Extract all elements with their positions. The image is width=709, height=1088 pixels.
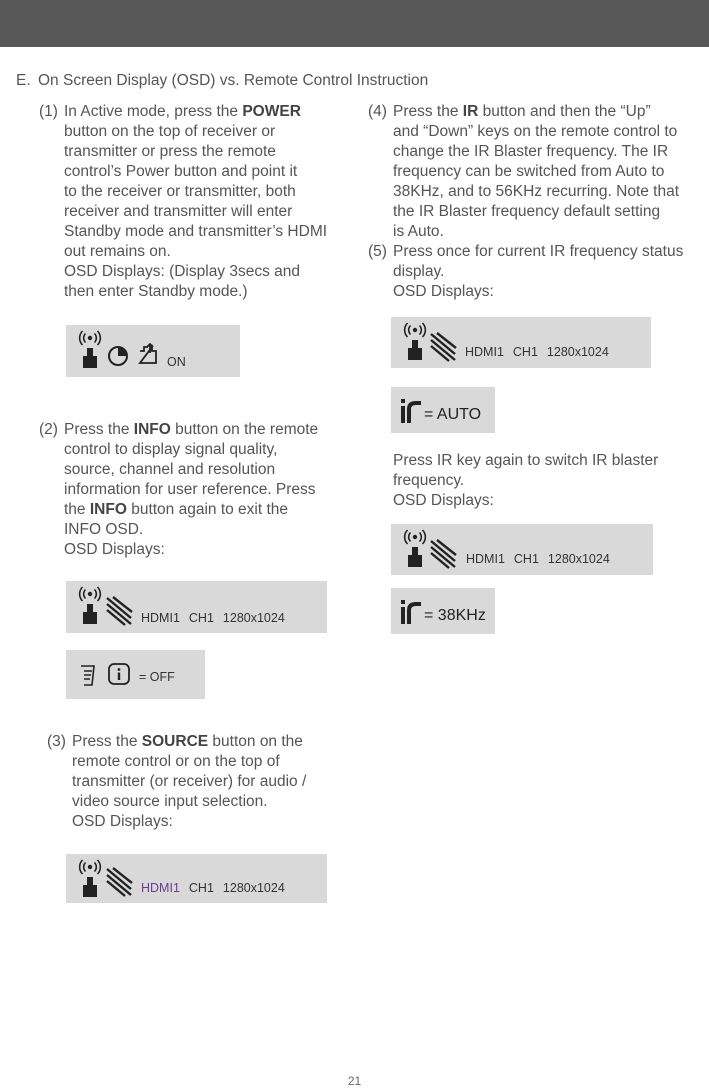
osd-ir-38khz-panel (391, 588, 495, 634)
osd-power-panel (66, 325, 240, 377)
text-line: then enter Standby mode.) (64, 283, 248, 300)
osd-channel: CH1 (188, 881, 214, 895)
osd-channel: CH1 (512, 345, 538, 359)
osd-source: HDMI1 (141, 611, 180, 625)
text-run: button on the (208, 733, 303, 750)
text-run: Press the (72, 733, 142, 750)
osd-source-panel (66, 854, 327, 903)
text-run: Press the (393, 103, 463, 120)
text-line: control’s Power button and point it (64, 163, 298, 180)
power-output-icon (138, 343, 158, 365)
item-text (64, 420, 318, 560)
item-number: (3) (47, 733, 66, 750)
text-run: button on the remote (170, 421, 319, 438)
text-line: the IR Blaster frequency default setting (393, 203, 661, 220)
text-line: and “Down” keys on the remote control to (393, 123, 678, 140)
item-number: (2) (39, 421, 58, 438)
osd-ir-status-panel (391, 317, 651, 368)
text-line: transmitter or press the remote (64, 143, 276, 160)
text-line: source, channel and resolution (64, 461, 276, 478)
text-line: Press once for current IR frequency status (393, 243, 684, 260)
osd-resolution: 1280x1024 (547, 552, 610, 566)
osd-ir-auto-panel (391, 387, 495, 433)
text-line: out remains on. (64, 243, 171, 260)
text-line: video source input selection. (72, 793, 268, 810)
section-letter: E. (16, 72, 31, 89)
osd-channel: CH1 (513, 552, 539, 566)
signal-strength-icon (105, 596, 133, 626)
item-text (72, 732, 306, 832)
text-run: button again to exit the (126, 501, 289, 518)
item-number: (4) (368, 103, 387, 120)
text-line: OSD Displays: (72, 813, 173, 830)
bold-keyword: SOURCE (141, 733, 209, 750)
signal-strength-icon (105, 867, 133, 897)
ir-blaster-icon (399, 598, 423, 626)
wireless-transmitter-icon (78, 585, 102, 627)
text-line: to the receiver or transmitter, both (64, 183, 296, 200)
text-line: transmitter (or receiver) for audio / (72, 773, 307, 790)
text-line: display. (393, 263, 445, 280)
osd-ir-status-panel-2 (391, 524, 653, 575)
wireless-transmitter-icon (78, 329, 102, 371)
item-text (393, 451, 658, 511)
text-line: control to display signal quality, (64, 441, 278, 458)
text-line: 38KHz, and to 56KHz recurring. Note that (393, 183, 680, 200)
wireless-transmitter-icon (403, 321, 427, 363)
signal-strength-icon (429, 332, 457, 362)
item-number: (5) (368, 243, 387, 260)
text-line: frequency. (393, 472, 465, 489)
bold-keyword: INFO (133, 421, 171, 438)
osd-resolution: 1280x1024 (222, 611, 285, 625)
osd-ir-38khz-label: = 38KHz (424, 607, 486, 624)
osd-resolution: 1280x1024 (222, 881, 285, 895)
bold-keyword: IR (462, 103, 479, 120)
wireless-transmitter-icon (78, 858, 102, 900)
osd-resolution: 1280x1024 (546, 345, 609, 359)
info-list-icon (79, 663, 97, 687)
osd-source-highlighted: HDMI1 (141, 881, 180, 895)
osd-source: HDMI1 (465, 345, 504, 359)
osd-status-line (466, 552, 619, 566)
page-number: 21 (347, 1074, 362, 1088)
section-title-text: On Screen Display (OSD) vs. Remote Control Instruction (38, 72, 429, 89)
text-line: OSD Displays: (393, 283, 494, 300)
text-line: OSD Displays: (Display 3secs and (64, 263, 301, 280)
osd-status-line (141, 881, 294, 895)
text-line: is Auto. (393, 223, 444, 240)
ir-blaster-icon (399, 397, 423, 425)
info-icon (107, 662, 131, 686)
osd-info-panel (66, 581, 327, 633)
osd-status-line (141, 611, 294, 625)
text-run: the (64, 501, 90, 518)
signal-strength-icon (429, 539, 457, 569)
osd-off-label: = OFF (139, 670, 175, 684)
text-run: Press the (64, 421, 134, 438)
item-text (64, 102, 327, 302)
text-line: information for user reference. Press (64, 481, 316, 498)
text-line: Press IR key again to switch IR blaster (393, 452, 659, 469)
bold-keyword: INFO (89, 501, 127, 518)
text-run: In Active mode, press the (64, 103, 243, 120)
item-text (393, 242, 683, 302)
osd-channel: CH1 (188, 611, 214, 625)
header-bar (0, 0, 709, 47)
text-line: change the IR Blaster frequency. The IR (393, 143, 669, 160)
text-line: receiver and transmitter will enter (64, 203, 293, 220)
text-line: button on the top of receiver or (64, 123, 276, 140)
wireless-transmitter-icon (403, 528, 427, 570)
osd-source: HDMI1 (466, 552, 505, 566)
text-line: remote control or on the top of (72, 753, 280, 770)
text-line: INFO OSD. (64, 521, 144, 538)
text-line: Standby mode and transmitter’s HDMI (64, 223, 328, 240)
item-number: (1) (39, 103, 58, 120)
instruction-ir-switch (393, 451, 658, 511)
osd-on-label: ON (167, 355, 186, 369)
osd-ir-auto-label: = AUTO (424, 406, 482, 423)
osd-info-off-panel (66, 650, 205, 699)
text-line: OSD Displays: (393, 492, 494, 509)
osd-status-line (465, 345, 618, 359)
standby-moon-icon (107, 345, 129, 367)
item-text (393, 102, 679, 242)
text-line: frequency can be switched from Auto to (393, 163, 665, 180)
text-line: OSD Displays: (64, 541, 165, 558)
bold-keyword: POWER (242, 103, 301, 120)
text-run: button and then the “Up” (478, 103, 651, 120)
section-heading (16, 72, 428, 90)
